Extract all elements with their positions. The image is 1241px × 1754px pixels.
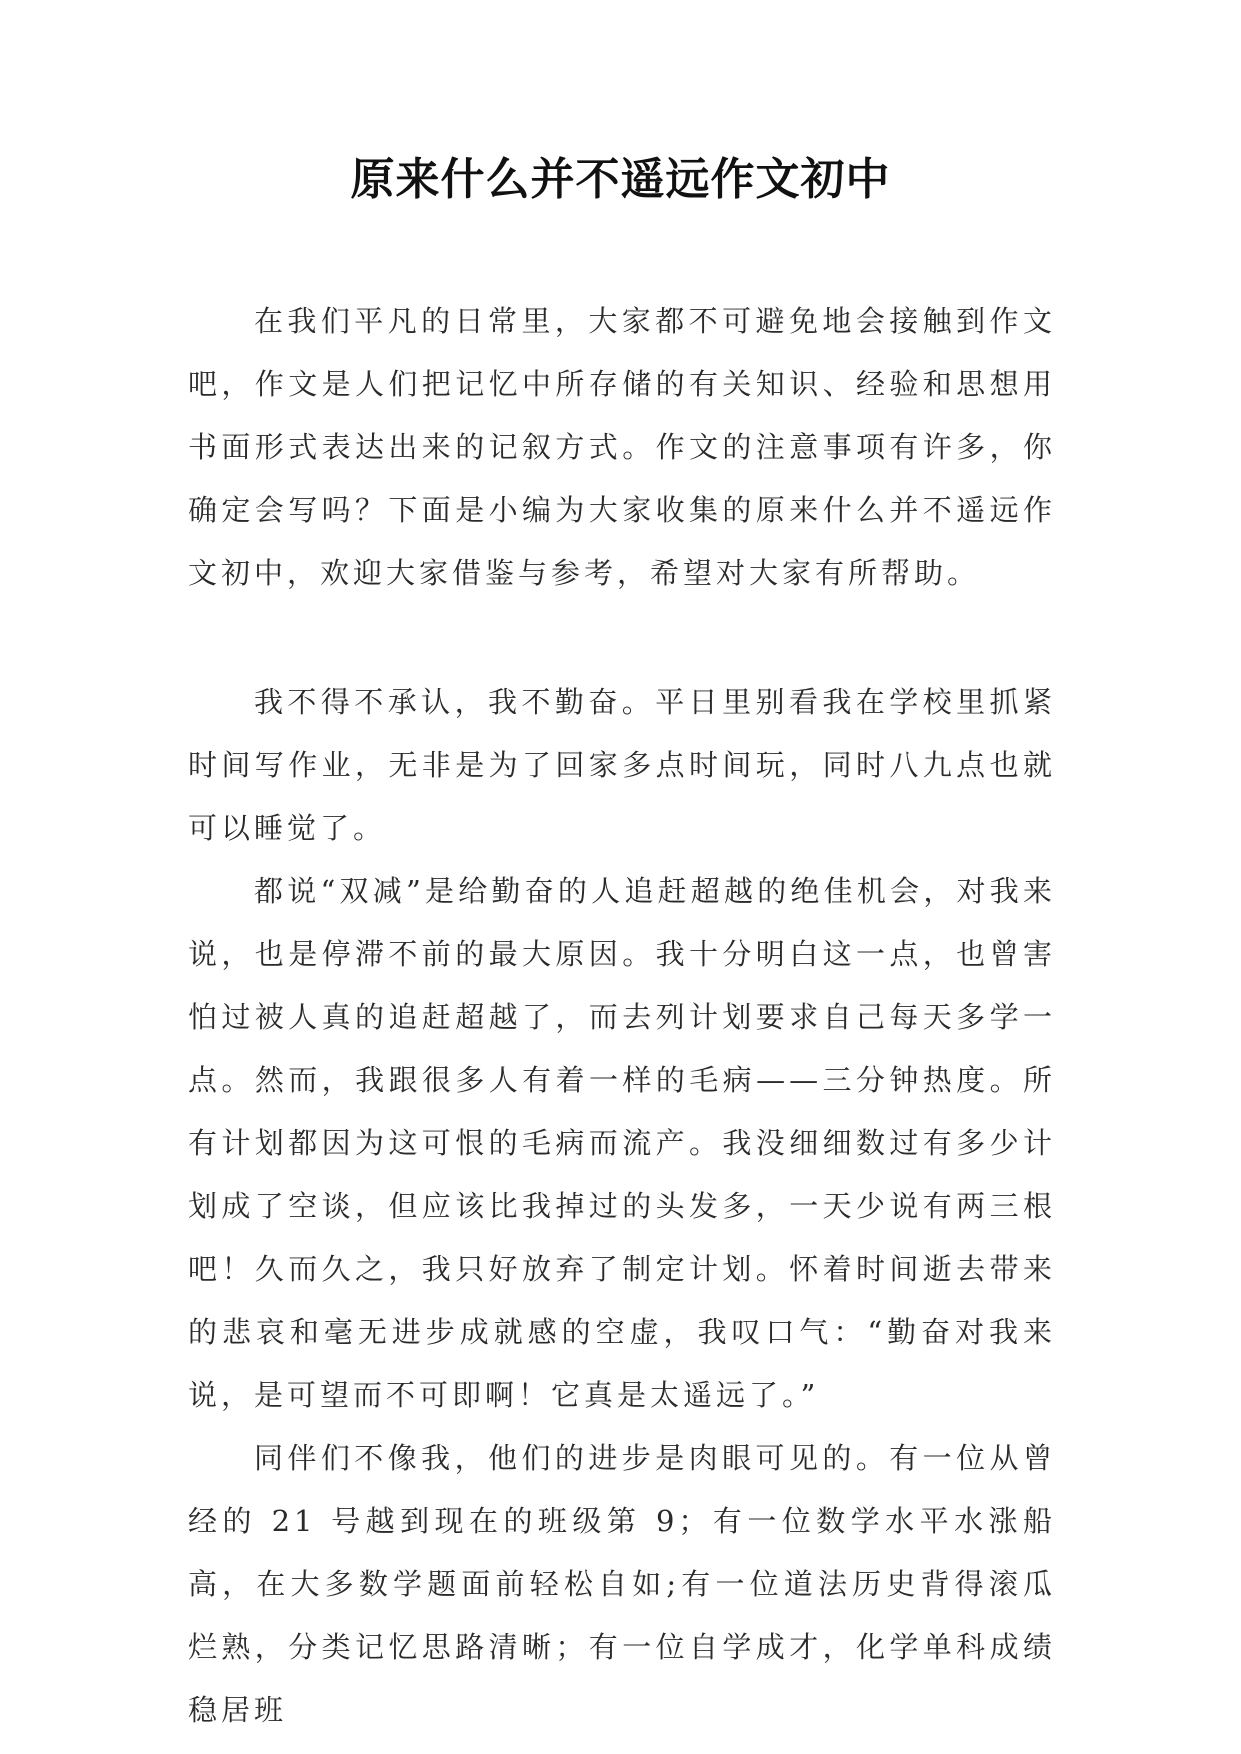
- body-paragraph-1: 我不得不承认，我不勤奋。平日里别看我在学校里抓紧时间写作业，无非是为了回家多点时间玩，同时八九点也就可以睡觉了。: [188, 685, 1056, 845]
- document-title: 原来什么并不遥远作文初中: [350, 154, 891, 205]
- intro-paragraph: 在我们平凡的日常里，大家都不可避免地会接触到作文吧，作文是人们把记忆中所存储的有关知识、经验和思想用书面形式表达出来的记叙方式。作文的注意事项有许多，你确定会写吗？下面是小编为大家收集的原来什么并不遥远作文初中，欢迎大家借鉴与参考，希望对大家有所帮助。: [188, 304, 1056, 590]
- document-body: [188, 290, 1056, 1742]
- body-paragraph-2: 都说“双减”是给勤奋的人追赶超越的绝佳机会，对我来说，也是停滞不前的最大原因。我十分明白这一点，也曾害怕过被人真的追赶超越了，而去列计划要求自己每天多学一点。然而，我跟很多人有着一样的毛病——三分钟热度。所有计划都因为这可恨的毛病而流产。我没细细数过有多少计划成了空谈，但应该比我掉过的头发多，一天少说有两三根吧！久而久之，我只好放弃了制定计划。怀着时间逝去带来的悲哀和毫无进步成就感的空虚，我叹口气：“勤奋对我来说，是可望而不可即啊！它真是太遥远了。”: [188, 874, 1056, 1412]
- paragraph-spacer: [188, 605, 1056, 671]
- body-paragraph-3: 同伴们不像我，他们的进步是肉眼可见的。有一位从曾经的 21 号越到现在的班级第 9；有一位数学水平水涨船高，在大多数学题面前轻松自如;有一位道法历史背得滚瓜烂熟，分类记忆思路清晰；有一位自学成才，化学单科成绩稳居班: [188, 1441, 1056, 1727]
